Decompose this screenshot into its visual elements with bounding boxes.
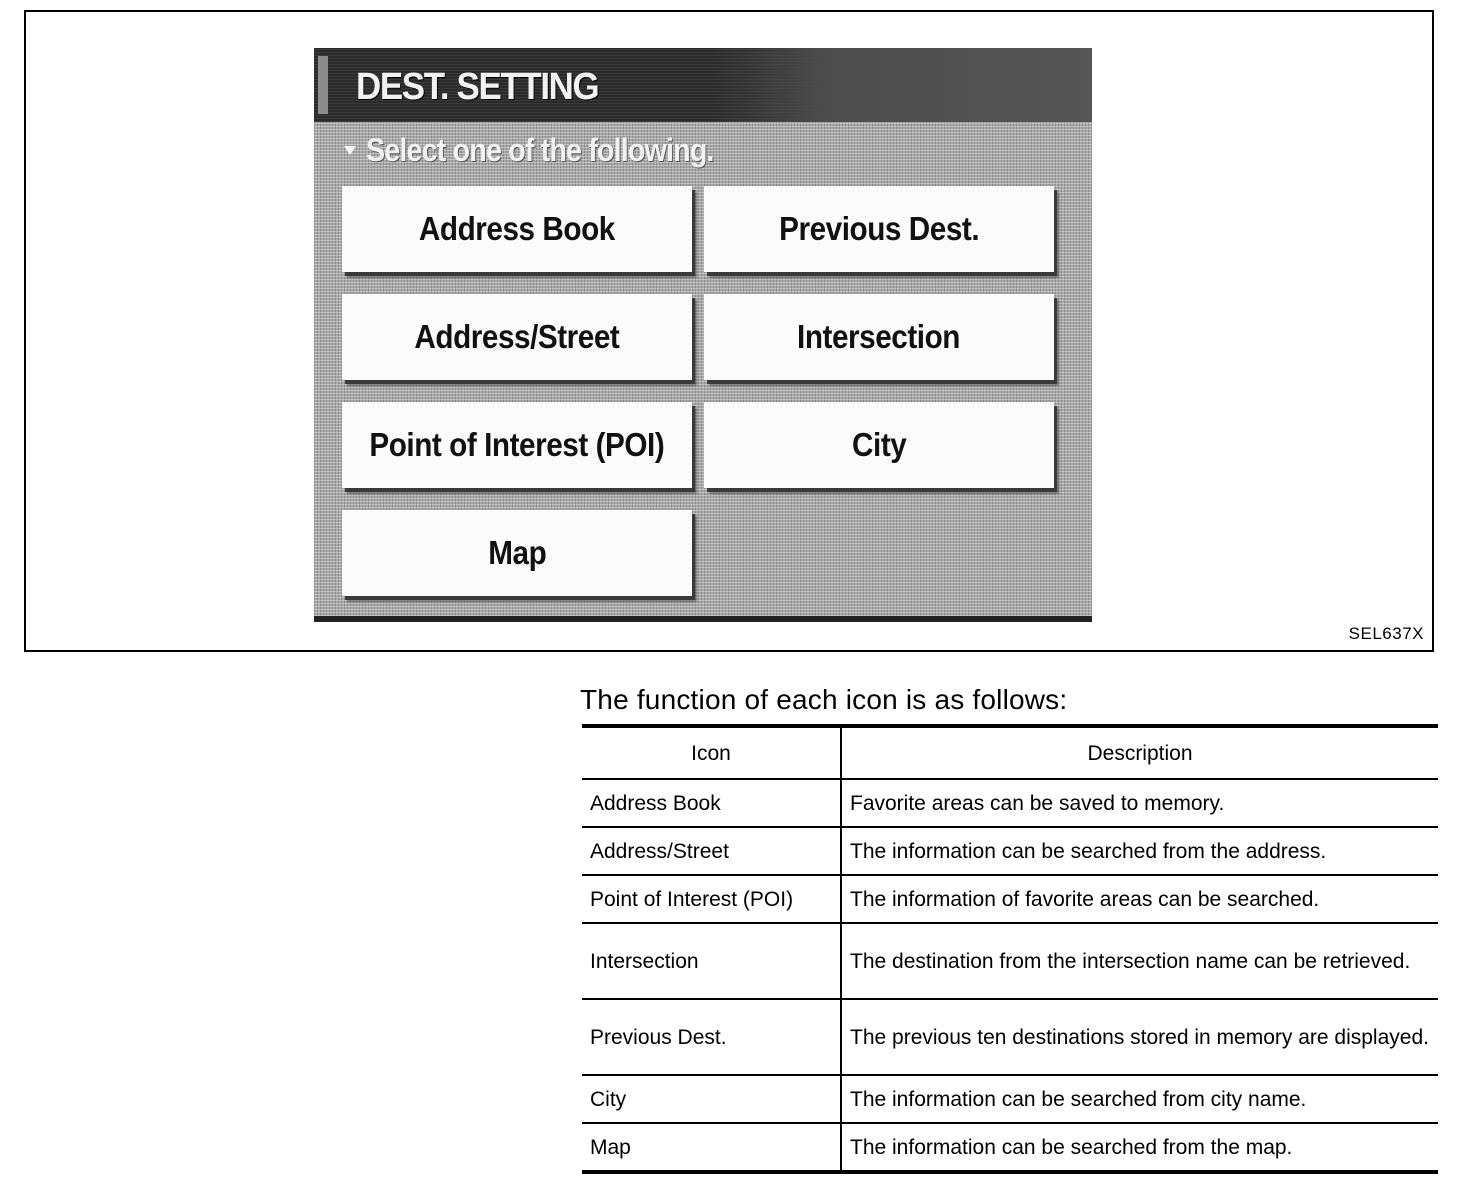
row-icon-cell: Point of Interest (POI) xyxy=(582,875,841,923)
intro-text: The function of each icon is as follows: xyxy=(580,684,1068,715)
intersection-button[interactable] xyxy=(704,294,1054,380)
header-tab-shade xyxy=(714,48,1092,122)
table-row xyxy=(582,999,1438,1075)
table-row xyxy=(582,1123,1438,1172)
poi-button-label: Point of Interest (POI) xyxy=(369,426,665,463)
table-row xyxy=(582,779,1438,827)
address-street-button[interactable] xyxy=(342,294,692,380)
row-description-cell: Favorite areas can be saved to memory. xyxy=(841,779,1438,827)
poi-button[interactable] xyxy=(342,402,692,488)
header-description: Description xyxy=(841,726,1438,779)
screen-title: DEST. SETTING xyxy=(356,66,599,108)
prompt-arrow-icon xyxy=(344,146,356,155)
previous-dest-button-label: Previous Dest. xyxy=(778,210,980,247)
address-book-button-label: Address Book xyxy=(419,210,615,247)
table-row xyxy=(582,923,1438,999)
header-icon: Icon xyxy=(582,726,841,779)
row-description-cell: The previous ten destinations stored in memory are displayed. xyxy=(841,999,1438,1075)
city-button-label: City xyxy=(851,426,907,463)
prompt-row xyxy=(314,126,1092,172)
figure-code: SEL637X xyxy=(1348,624,1424,643)
figure-frame xyxy=(24,10,1434,652)
row-description-cell: The information of favorite areas can be searched. xyxy=(841,875,1438,923)
row-description-cell: The destination from the intersection name can be retrieved. xyxy=(841,923,1438,999)
row-description-cell: The information can be searched from the map. xyxy=(841,1123,1438,1172)
table-row xyxy=(582,1075,1438,1123)
prompt-text: Select one of the following. xyxy=(366,132,714,168)
row-icon-cell: Address Book xyxy=(582,779,841,827)
icon-function-table xyxy=(582,724,1438,1174)
map-button-label: Map xyxy=(487,534,547,571)
row-description-cell: The information can be searched from the address. xyxy=(841,827,1438,875)
row-icon-cell: Previous Dest. xyxy=(582,999,841,1075)
previous-dest-button[interactable] xyxy=(704,186,1054,272)
row-icon-cell: Address/Street xyxy=(582,827,841,875)
table-header-row xyxy=(582,726,1438,779)
row-description-cell: The information can be searched from city name. xyxy=(841,1075,1438,1123)
screen-header xyxy=(314,48,1092,122)
city-button[interactable] xyxy=(704,402,1054,488)
table-row xyxy=(582,827,1438,875)
row-icon-cell: Intersection xyxy=(582,923,841,999)
address-street-button-label: Address/Street xyxy=(414,318,620,355)
row-icon-cell: Map xyxy=(582,1123,841,1172)
table-row xyxy=(582,875,1438,923)
intersection-button-label: Intersection xyxy=(797,318,961,355)
header-left-bar xyxy=(318,56,328,114)
map-button[interactable] xyxy=(342,510,692,596)
row-icon-cell: City xyxy=(582,1075,841,1123)
navigation-screen xyxy=(314,48,1092,622)
address-book-button[interactable] xyxy=(342,186,692,272)
